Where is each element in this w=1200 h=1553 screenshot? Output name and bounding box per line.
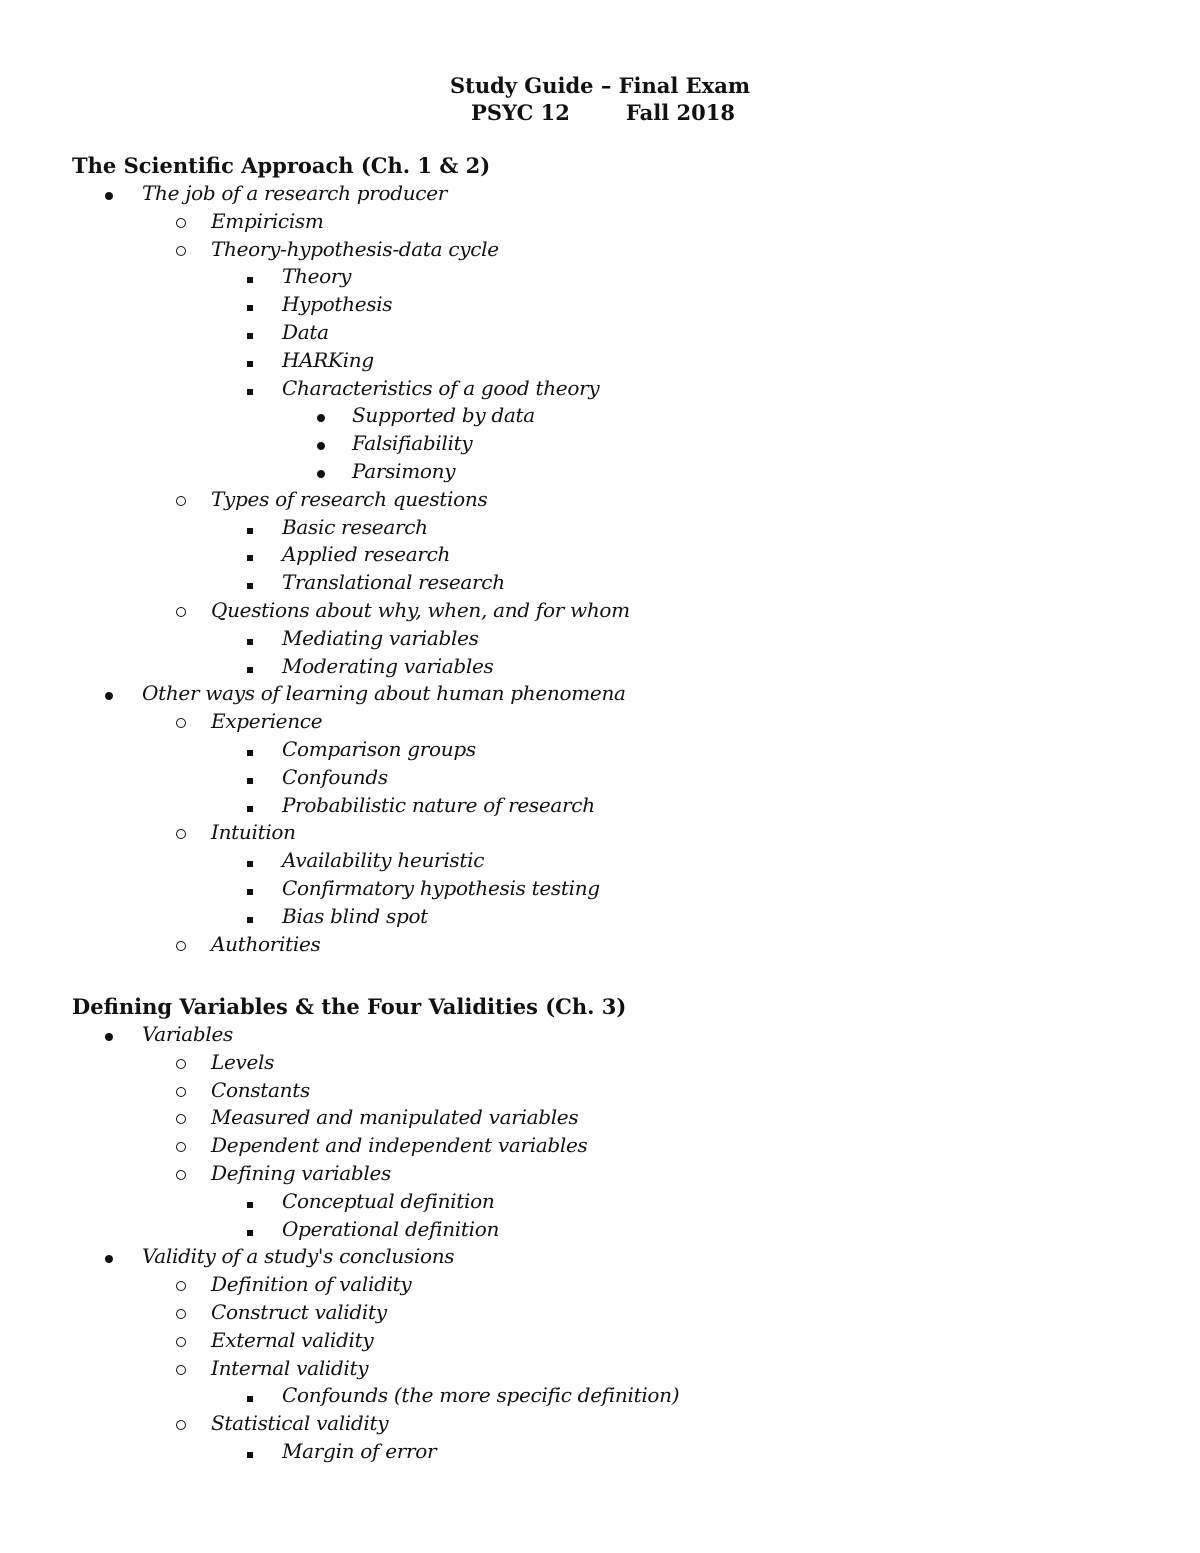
bullet-circle-icon — [176, 1355, 186, 1383]
outline-item-text: Operational definition — [282, 1216, 500, 1241]
bullet-circle-icon — [176, 708, 186, 736]
outline-item — [72, 1410, 1152, 1438]
outline-item-text: Data — [282, 319, 329, 344]
document-header — [0, 72, 1200, 126]
document-title: Study Guide – Final Exam — [449, 73, 751, 98]
outline-item — [72, 430, 1152, 458]
bullet-square-icon — [247, 319, 253, 347]
bullet-square-icon — [247, 903, 253, 931]
bullet-square-icon — [247, 1438, 253, 1466]
outline-item — [72, 792, 1152, 820]
outline-item — [72, 514, 1152, 542]
outline-item-text: Dependent and independent variables — [211, 1133, 588, 1158]
outline-item-text: Translational research — [282, 570, 505, 595]
outline-item-text: HARKing — [282, 347, 374, 372]
bullet-circle-icon — [176, 1132, 186, 1160]
outline-item-text: Theory — [282, 264, 352, 289]
bullet-square-icon — [247, 875, 253, 903]
outline-item-text: Types of research questions — [211, 486, 488, 511]
bullet-square-icon — [247, 569, 253, 597]
bullet-square-icon — [247, 1216, 253, 1244]
outline-item-text: Confirmatory hypothesis testing — [282, 875, 600, 900]
bullet-circle-icon — [176, 1049, 186, 1077]
bullet-dot-icon — [317, 430, 325, 458]
outline-item-text: Empiricism — [211, 208, 324, 233]
outline-item-text: Supported by data — [352, 403, 535, 428]
outline-item-text: Levels — [211, 1049, 275, 1074]
outline-item — [72, 1077, 1152, 1105]
outline-item-text: Statistical validity — [211, 1411, 389, 1436]
outline-item — [72, 180, 1152, 208]
bullet-circle-icon — [176, 931, 186, 959]
outline-item-text: Characteristics of a good theory — [282, 375, 600, 400]
outline-item — [72, 1438, 1152, 1466]
outline-item — [72, 1132, 1152, 1160]
outline-item-text: Probabilistic nature of research — [282, 792, 595, 817]
outline-item-text: Conceptual definition — [282, 1188, 495, 1213]
outline-item — [72, 1382, 1152, 1410]
outline-item — [72, 458, 1152, 486]
outline-list — [72, 180, 1152, 958]
outline-item-text: Mediating variables — [282, 625, 479, 650]
outline-item — [72, 569, 1152, 597]
bullet-circle-icon — [176, 1410, 186, 1438]
outline-item-text: Hypothesis — [282, 292, 393, 317]
outline-item-text: Basic research — [282, 514, 428, 539]
outline-item — [72, 291, 1152, 319]
bullet-circle-icon — [176, 1271, 186, 1299]
bullet-dot-icon — [317, 458, 325, 486]
bullet-circle-icon — [176, 1327, 186, 1355]
course-line — [6, 99, 1200, 126]
outline-item — [72, 486, 1152, 514]
bullet-dot-icon — [105, 180, 113, 208]
bullet-circle-icon — [176, 1104, 186, 1132]
outline-item — [72, 1021, 1152, 1049]
outline-item-text: Moderating variables — [282, 653, 494, 678]
bullet-dot-icon — [105, 680, 113, 708]
outline-item — [72, 1327, 1152, 1355]
outline-item-text: Constants — [211, 1077, 310, 1102]
outline-item — [72, 764, 1152, 792]
outline-item-text: Availability heuristic — [282, 848, 485, 873]
course-term: Fall 2018 — [625, 100, 735, 125]
bullet-square-icon — [247, 847, 253, 875]
outline-item-text: Authorities — [211, 931, 321, 956]
outline-item — [72, 1188, 1152, 1216]
bullet-dot-icon — [317, 402, 325, 430]
bullet-circle-icon — [176, 208, 186, 236]
outline-item-text: The job of a research producer — [142, 181, 448, 205]
outline-item-text: Bias blind spot — [282, 903, 428, 928]
outline-item — [72, 1160, 1152, 1188]
course-code: PSYC 12 — [471, 100, 570, 125]
outline-item-text: Intuition — [211, 820, 296, 845]
outline-item — [72, 1355, 1152, 1383]
outline-item — [72, 708, 1152, 736]
outline-item-text: Definition of validity — [211, 1272, 412, 1297]
bullet-circle-icon — [176, 1077, 186, 1105]
bullet-square-icon — [247, 263, 253, 291]
outline-item-text: Questions about why, when, and for whom — [211, 597, 630, 622]
outline-item — [72, 402, 1152, 430]
bullet-dot-icon — [105, 1243, 113, 1271]
outline-item — [72, 903, 1152, 931]
bullet-square-icon — [247, 291, 253, 319]
outline-item-text: Measured and manipulated variables — [211, 1105, 579, 1130]
bullet-square-icon — [247, 347, 253, 375]
outline-item-text: Applied research — [282, 542, 451, 567]
bullet-circle-icon — [176, 1299, 186, 1327]
outline-item-text: Confounds (the more specific definition) — [282, 1383, 680, 1408]
bullet-circle-icon — [176, 1160, 186, 1188]
outline-item — [72, 1216, 1152, 1244]
bullet-square-icon — [247, 736, 253, 764]
section-scientific-approach — [72, 152, 1152, 958]
bullet-square-icon — [247, 625, 253, 653]
outline-item-text: Defining variables — [211, 1160, 391, 1185]
outline-item — [72, 1243, 1152, 1271]
outline-item — [72, 263, 1152, 291]
outline-item-text: Confounds — [282, 764, 388, 789]
outline-item — [72, 541, 1152, 569]
outline-item-text: Theory-hypothesis-data cycle — [211, 236, 499, 261]
outline-item — [72, 1271, 1152, 1299]
bullet-square-icon — [247, 375, 253, 403]
outline-item — [72, 347, 1152, 375]
outline-item-text: Other ways of learning about human phenomena — [142, 681, 626, 706]
outline-item-text: Internal validity — [211, 1355, 369, 1380]
section-title: The Scientific Approach (Ch. 1 & 2) — [72, 153, 491, 178]
bullet-square-icon — [247, 541, 253, 569]
bullet-circle-icon — [176, 597, 186, 625]
outline-item-text: Parsimony — [352, 458, 456, 483]
section-variables-validities — [72, 993, 1152, 1466]
outline-item — [72, 208, 1152, 236]
outline-item-text: Variables — [142, 1022, 234, 1046]
outline-item — [72, 319, 1152, 347]
bullet-circle-icon — [176, 486, 186, 514]
outline-item-text: Falsifiability — [352, 431, 473, 456]
outline-item — [72, 236, 1152, 264]
bullet-square-icon — [247, 514, 253, 542]
outline-item-text: Margin of error — [282, 1438, 437, 1463]
bullet-square-icon — [247, 653, 253, 681]
outline-item-text: Construct validity — [211, 1299, 387, 1324]
bullet-square-icon — [247, 792, 253, 820]
outline-item — [72, 375, 1152, 403]
outline-item-text: Validity of a study's conclusions — [142, 1244, 455, 1269]
outline-item — [72, 875, 1152, 903]
outline-list — [72, 1021, 1152, 1466]
outline-item — [72, 847, 1152, 875]
bullet-circle-icon — [176, 819, 186, 847]
outline-item — [72, 1049, 1152, 1077]
outline-item — [72, 1104, 1152, 1132]
section-title: Defining Variables & the Four Validities (Ch. 3) — [72, 994, 627, 1019]
bullet-circle-icon — [176, 236, 186, 264]
bullet-square-icon — [247, 1382, 253, 1410]
bullet-square-icon — [247, 1188, 253, 1216]
outline-item — [72, 736, 1152, 764]
bullet-dot-icon — [105, 1021, 113, 1049]
outline-item — [72, 931, 1152, 959]
outline-item-text: External validity — [211, 1327, 374, 1352]
outline-item — [72, 625, 1152, 653]
outline-item — [72, 597, 1152, 625]
outline-item-text: Comparison groups — [282, 736, 476, 761]
outline-item-text: Experience — [211, 709, 323, 734]
outline-item — [72, 1299, 1152, 1327]
outline-item — [72, 819, 1152, 847]
bullet-square-icon — [247, 764, 253, 792]
outline-item — [72, 680, 1152, 708]
outline-item — [72, 653, 1152, 681]
